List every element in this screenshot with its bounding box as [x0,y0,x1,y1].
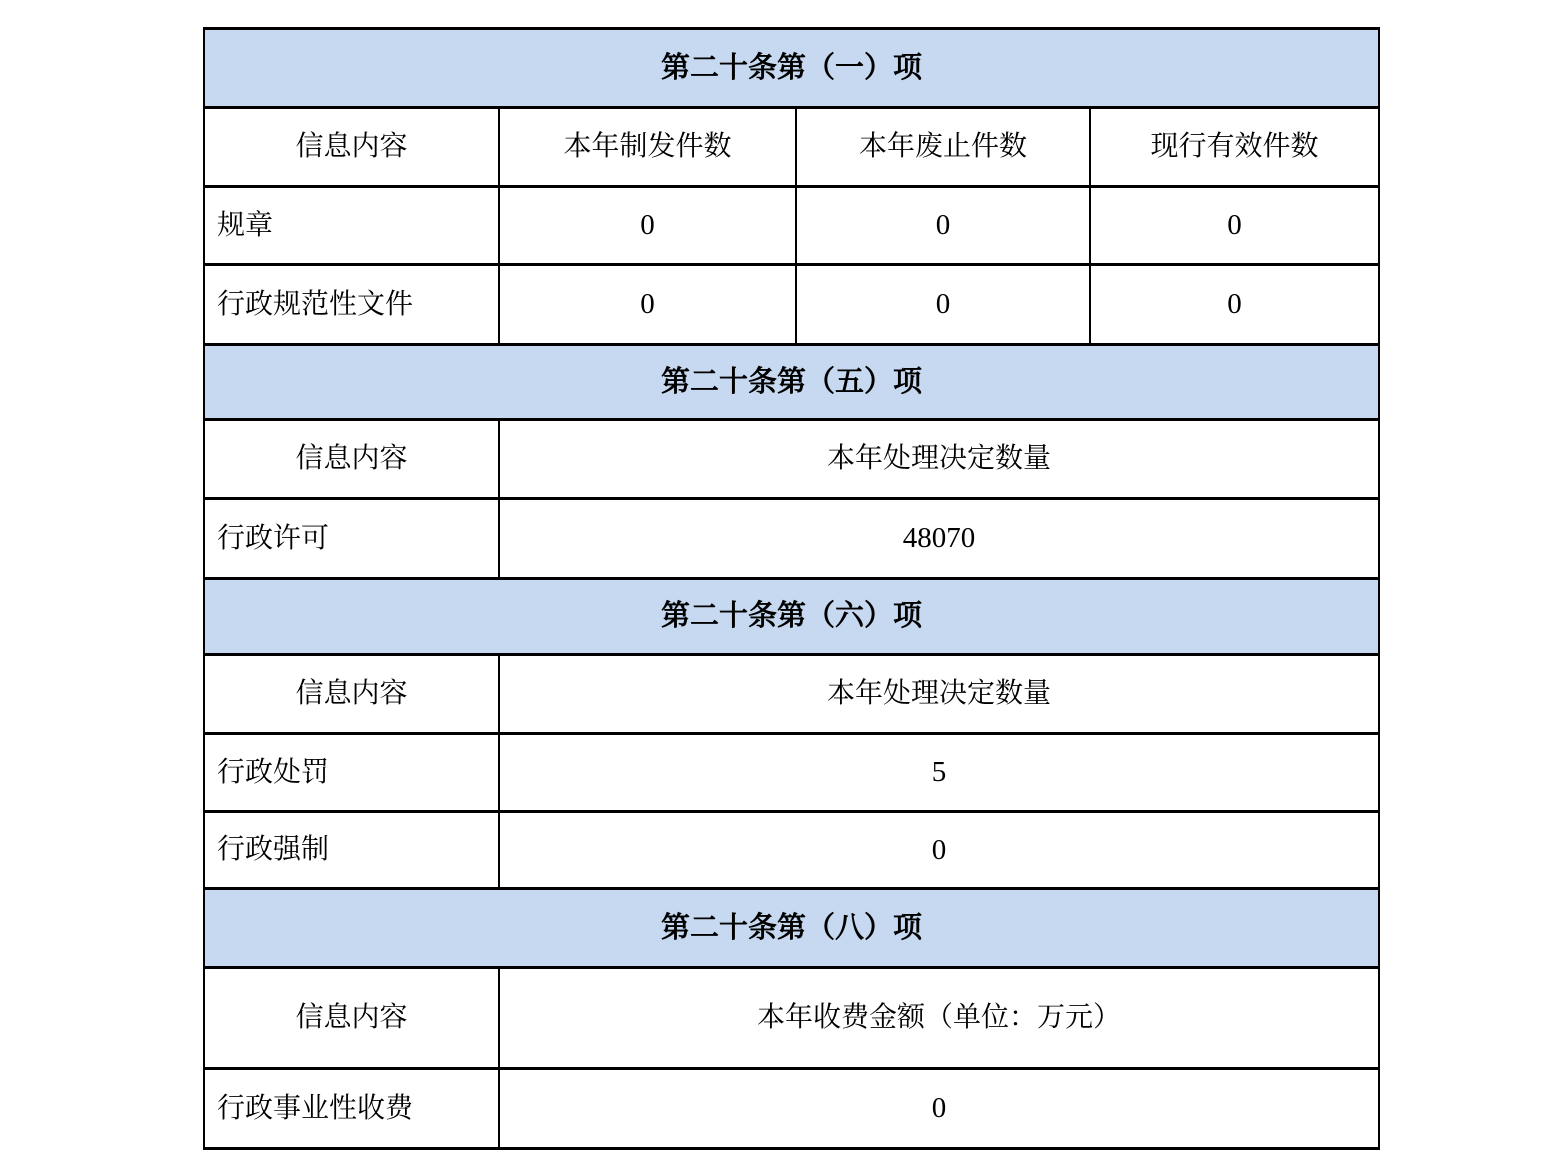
section-1-column-header-row [204,108,1379,187]
table-row-administrative-fees [204,1069,1379,1149]
column-header-info-content: 信息内容 [204,108,499,187]
value-cell: 0 [1090,187,1379,265]
section-3-column-header-row [204,655,1379,734]
value-cell: 48070 [499,499,1379,579]
column-header-decisions-count: 本年处理决定数量 [499,655,1379,734]
section-1-header-row [204,29,1379,108]
table-row-administrative-license [204,499,1379,579]
section-4-header-row [204,889,1379,968]
section-2-title: 第二十条第（五）项 [204,345,1379,420]
table-row-administrative-coercion [204,812,1379,889]
article-20-disclosure-table [203,27,1380,1150]
column-header-effective-count: 现行有效件数 [1090,108,1379,187]
column-header-info-content: 信息内容 [204,968,499,1069]
value-cell: 0 [499,1069,1379,1149]
value-cell: 0 [796,265,1090,345]
section-4-column-header-row [204,968,1379,1069]
column-header-info-content: 信息内容 [204,420,499,499]
table-row-normative-documents [204,265,1379,345]
row-label-cell: 规章 [204,187,499,265]
row-label-cell: 行政事业性收费 [204,1069,499,1149]
value-cell: 0 [499,812,1379,889]
table-row-administrative-penalty [204,734,1379,812]
section-1-title: 第二十条第（一）项 [204,29,1379,108]
row-label-cell: 行政许可 [204,499,499,579]
value-cell: 0 [499,187,796,265]
value-cell: 0 [796,187,1090,265]
section-3-header-row [204,579,1379,655]
value-cell: 0 [1090,265,1379,345]
column-header-fees-amount: 本年收费金额（单位：万元） [499,968,1379,1069]
section-2-header-row [204,345,1379,420]
column-header-issued-count: 本年制发件数 [499,108,796,187]
column-header-decisions-count: 本年处理决定数量 [499,420,1379,499]
row-label-cell: 行政强制 [204,812,499,889]
row-label-cell: 行政规范性文件 [204,265,499,345]
value-cell: 0 [499,265,796,345]
table-row-rules [204,187,1379,265]
column-header-info-content: 信息内容 [204,655,499,734]
row-label-cell: 行政处罚 [204,734,499,812]
section-2-column-header-row [204,420,1379,499]
column-header-repealed-count: 本年废止件数 [796,108,1090,187]
value-cell: 5 [499,734,1379,812]
section-4-title: 第二十条第（八）项 [204,889,1379,968]
section-3-title: 第二十条第（六）项 [204,579,1379,655]
